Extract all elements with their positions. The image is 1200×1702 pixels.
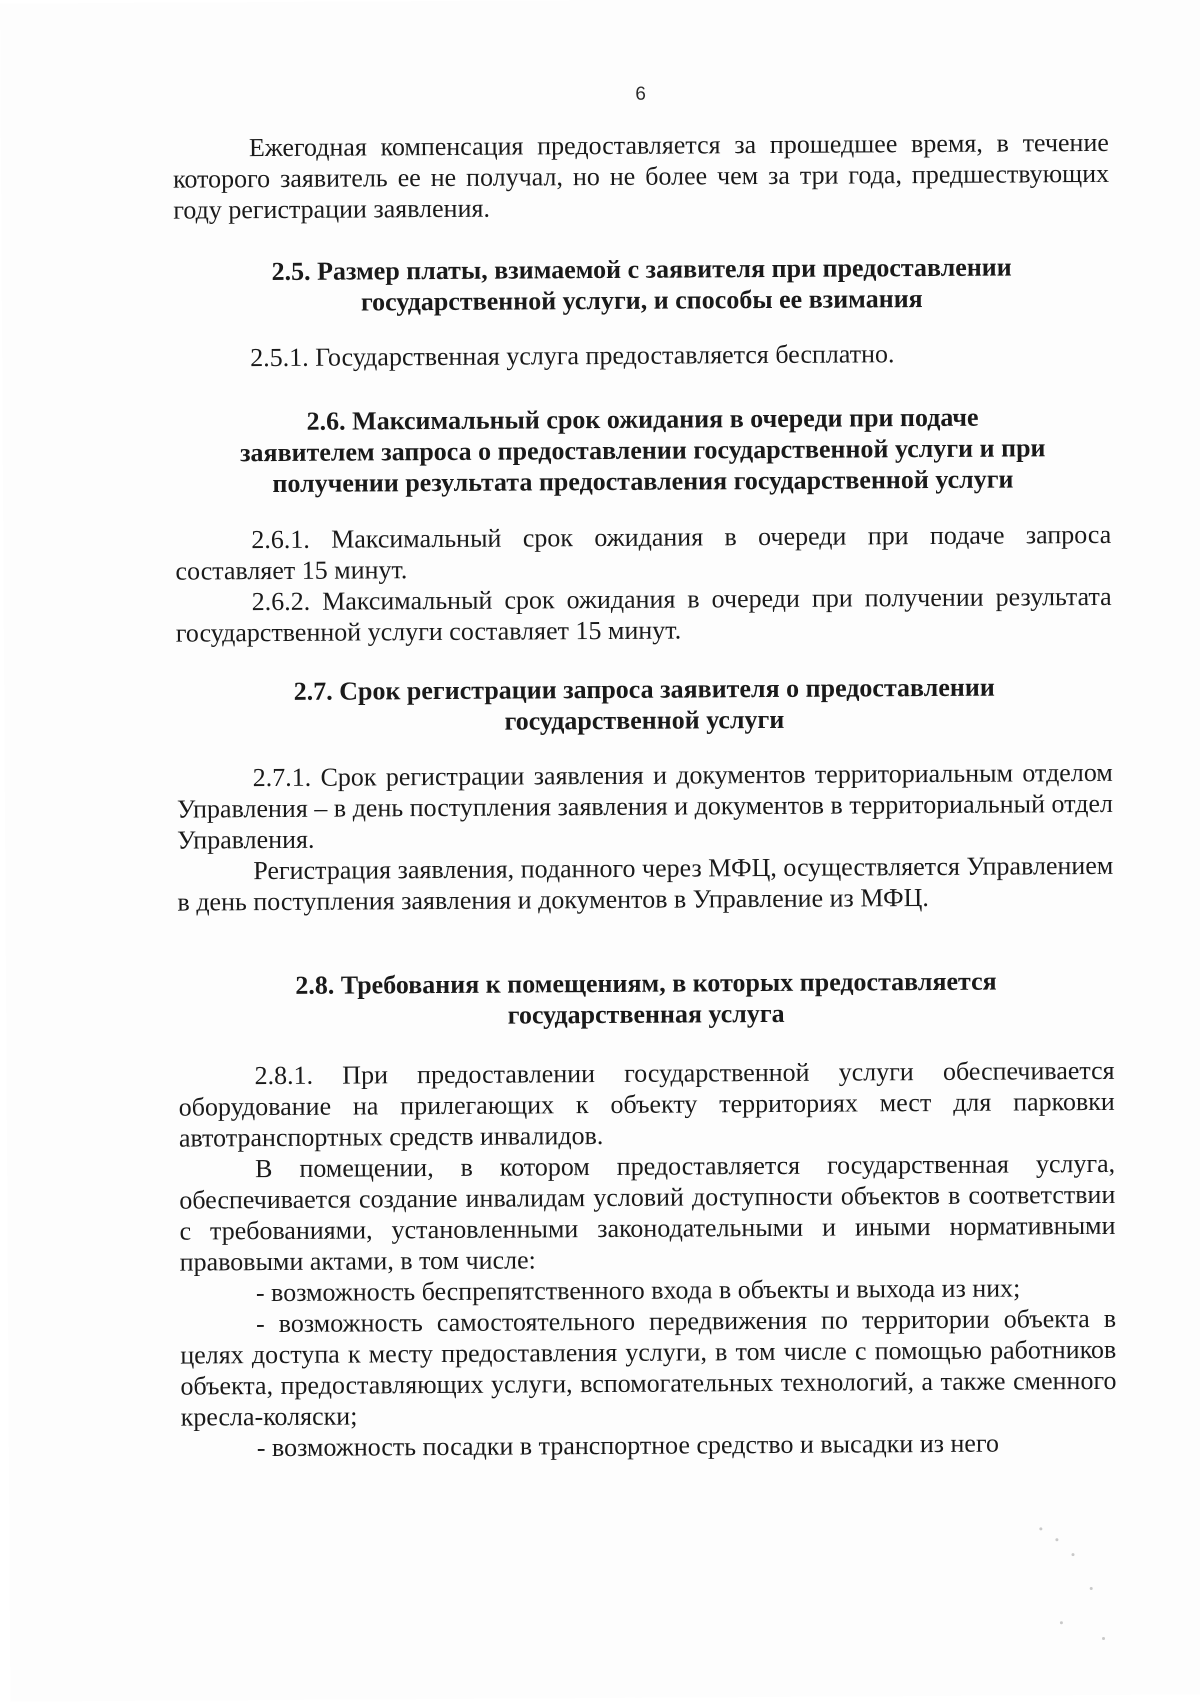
heading-2-7-line2: государственной услуги <box>504 704 785 736</box>
para-2-6-2: 2.6.2. Максимальный срок ожидания в очереди при получении результата государственной услуги составляет 15 минут. <box>175 581 1112 648</box>
heading-2-7 <box>164 671 1124 739</box>
section-2-6-body <box>175 519 1112 649</box>
para-2-7-2: Регистрация заявления, поданного через МФЦ, осуществляется Управлением в день поступления заявления и документов в Управление из МФЦ. <box>177 850 1114 917</box>
heading-2-6-line3: получении результата предоставления государственной услуги <box>272 464 1014 499</box>
scan-speck <box>1090 1587 1093 1590</box>
para-2-8-2: В помещении, в котором предоставляется государственная услуга, обеспечивается создание инвалидам условий доступности объектов в соответствии с требованиями, установленными законодательными и иными нормативными правовыми актами, в том числе: <box>179 1148 1116 1277</box>
heading-2-8-line2: государственная услуга <box>507 998 785 1030</box>
heading-2-7-line1: 2.7. Срок регистрации запроса заявителя о предоставлении <box>293 672 995 706</box>
heading-2-5-line1: 2.5. Размер платы, взимаемой с заявителя при предоставлении <box>271 252 1012 287</box>
para-2-5-1: 2.5.1. Государственная услуга предоставляется бесплатно. <box>250 339 895 373</box>
para-2-8-3: - возможность беспрепятственного входа в объекты и выхода из них; <box>255 1273 1021 1308</box>
para-2-8-1: 2.8.1. При предоставлении государственной услуги обеспечивается оборудование на прилегающих к объекту территориях мест для парковки автотранспортных средств инвалидов. <box>178 1055 1115 1153</box>
section-2-5-body <box>174 337 1110 374</box>
intro-block <box>173 127 1110 226</box>
section-2-8-body <box>178 1055 1116 1464</box>
page-number: 6 <box>635 83 646 105</box>
heading-2-6-line2: заявителем запроса о предоставлении государственной услуги и при <box>239 433 1046 468</box>
para-2-8-4: - возможность самостоятельного передвижения по территории объекта в целях доступа к месту предоставления услуги, в том числе с помощью работников объекта, предоставляющих услуги, вспомогательных технологий, а также сменного кресла-коляски; <box>180 1303 1117 1432</box>
heading-2-8-line1: 2.8. Требования к помещениям, в которых предоставляется <box>295 966 997 1000</box>
para-2-6-1: 2.6.1. Максимальный срок ожидания в очереди при подаче запроса составляет 15 минут. <box>175 519 1112 586</box>
scan-speck <box>1060 1621 1063 1624</box>
heading-2-5-line2: государственной услуги, и способы ее взимания <box>360 284 923 317</box>
heading-2-5 <box>162 251 1122 319</box>
scan-speck <box>1102 1637 1105 1640</box>
para-2-8-5: - возможность посадки в транспортное средство и высадки из него <box>256 1428 1000 1463</box>
para-2-7-1: 2.7.1. Срок регистрации заявления и документов территориальным отделом Управления – в день поступления заявления и документов в территориальный отдел Управления. <box>176 757 1114 855</box>
scan-speck <box>1055 1538 1058 1541</box>
scan-speck <box>1039 1527 1042 1530</box>
intro-paragraph: Ежегодная компенсация предоставляется за прошедшее время, в течение которого заявитель ее не получал, но не более чем за три года, предшествующих году регистрации заявления. <box>172 127 1110 225</box>
heading-2-8 <box>166 965 1126 1033</box>
scan-speck <box>1071 1553 1074 1556</box>
heading-2-6-line1: 2.6. Максимальный срок ожидания в очереди при подаче <box>306 402 979 436</box>
heading-2-6 <box>162 401 1123 500</box>
section-2-7-body <box>177 757 1114 918</box>
